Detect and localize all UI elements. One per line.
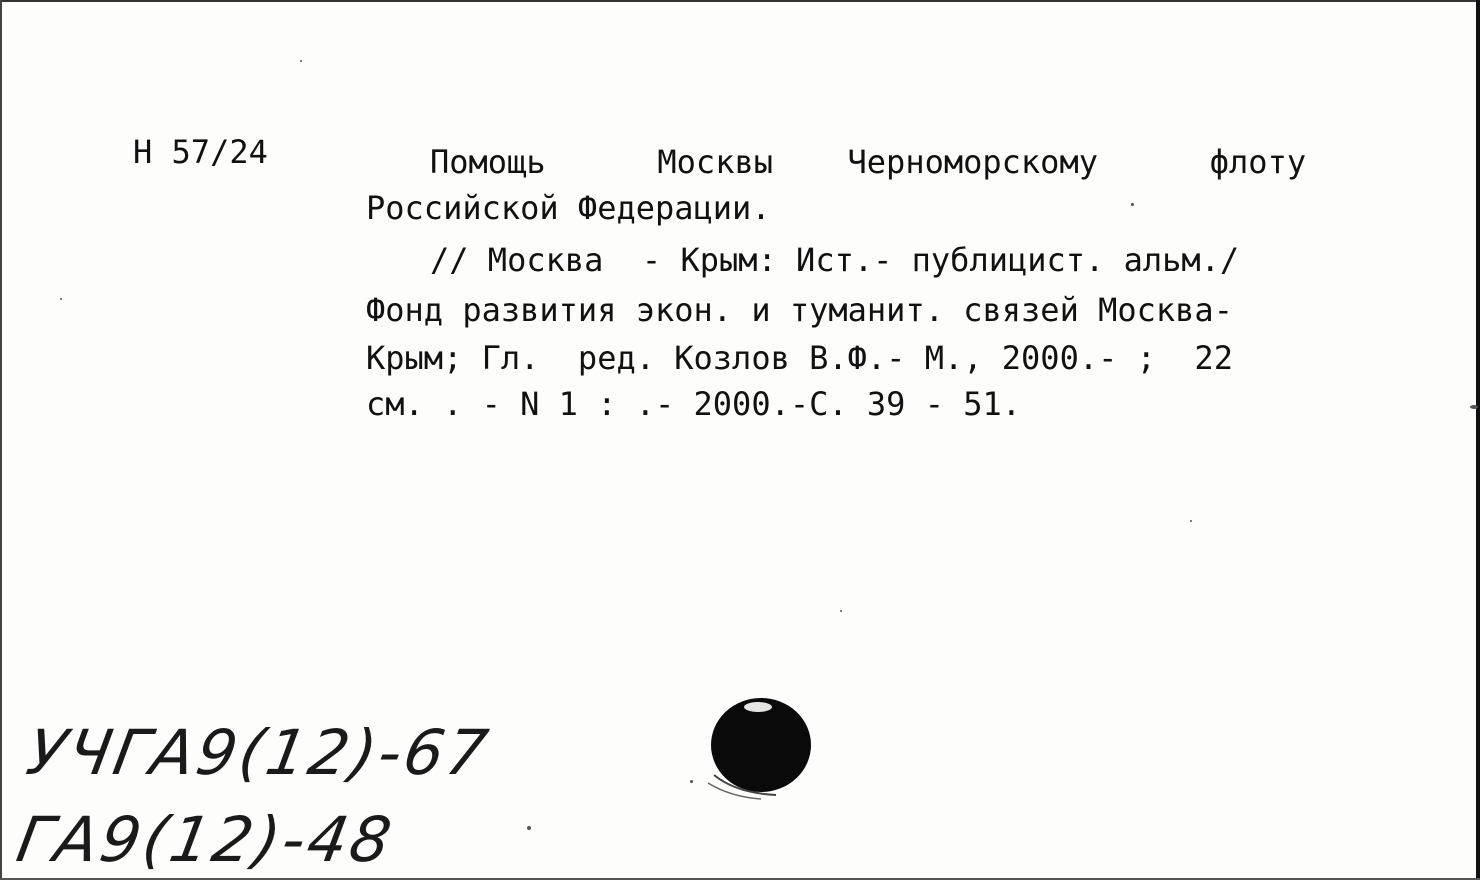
entry-line-5: Крым; Гл. ред. Козлов В.Ф.- М., 2000.- ; 22 bbox=[366, 339, 1233, 377]
card-right-edge bbox=[1476, 0, 1480, 880]
entry-line-4: Фонд развития экон. и туманит. связей Москва- bbox=[366, 291, 1233, 329]
shelfmark: Н 57/24 bbox=[133, 133, 268, 171]
scan-speck bbox=[840, 610, 842, 612]
scan-speck bbox=[1470, 405, 1478, 409]
card-left-edge bbox=[0, 0, 2, 880]
entry-line-1: Помощь Москвы Черноморскому флоту bbox=[430, 143, 1307, 181]
entry-line-2: Российской Федерации. bbox=[366, 189, 771, 227]
scan-speck bbox=[527, 826, 531, 830]
punch-hole-icon bbox=[706, 695, 812, 801]
scan-speck bbox=[690, 780, 693, 783]
handwritten-classification-2: ГА9(12)-48 bbox=[11, 803, 400, 876]
handwritten-classification-1: УЧГА9(12)-67 bbox=[21, 716, 496, 789]
scan-speck bbox=[60, 298, 62, 300]
scan-speck bbox=[300, 60, 302, 62]
scan-speck bbox=[1131, 203, 1134, 206]
entry-line-3: // Москва - Крым: Ист.- публицист. альм./ bbox=[430, 241, 1240, 279]
scan-speck bbox=[1190, 520, 1192, 522]
entry-line-6: см. . - N 1 : .- 2000.-С. 39 - 51. bbox=[366, 385, 1022, 423]
card-top-edge bbox=[0, 0, 1480, 2]
